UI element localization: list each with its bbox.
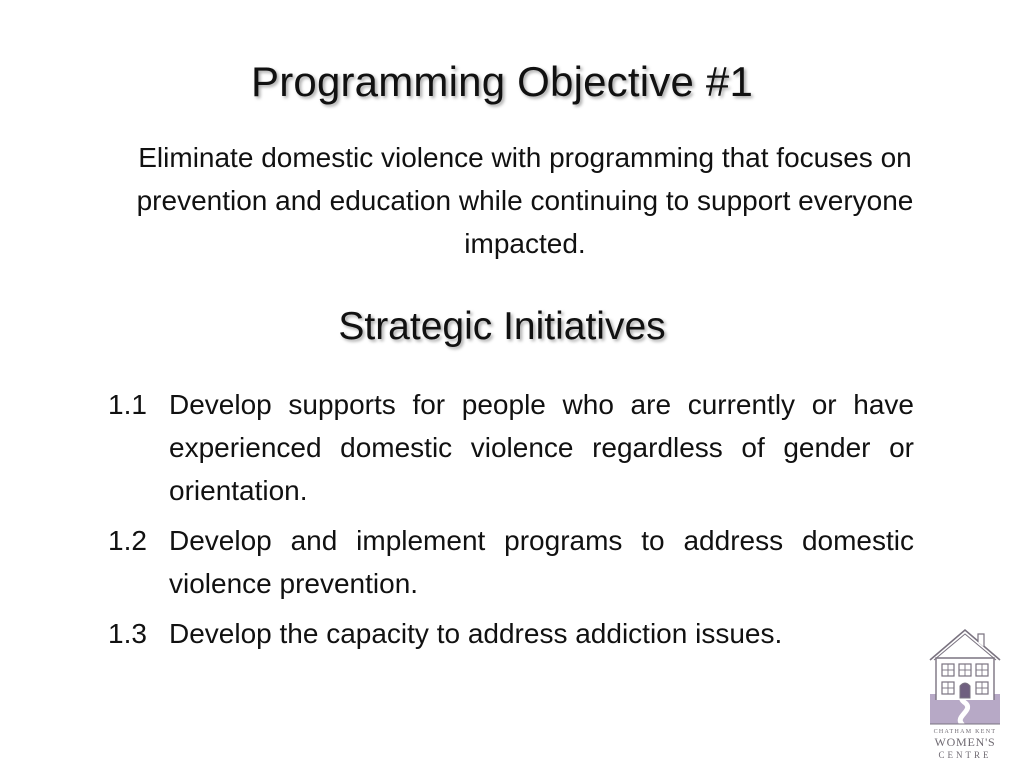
initiative-number: 1.2 xyxy=(108,525,147,556)
logo-text-womens: WOMEN'S xyxy=(934,735,996,749)
chatham-kent-womens-centre-logo xyxy=(924,624,1006,764)
slide-title: Programming Objective #1 xyxy=(250,58,753,105)
initiative-item xyxy=(108,612,914,655)
initiatives-list xyxy=(108,383,914,662)
section-heading: Strategic Initiatives xyxy=(338,305,666,348)
house-icon xyxy=(924,624,1006,728)
logo-text-centre: CENTRE xyxy=(938,750,992,760)
initiative-text: Develop and implement programs to address domestic violence prevention. xyxy=(169,525,914,599)
initiative-number: 1.3 xyxy=(108,618,147,649)
logo-text-chatham-kent: CHATHAM KENT xyxy=(933,729,997,735)
initiative-text: Develop supports for people who are currently or have experienced domestic violence regardless of gender or orientation. xyxy=(169,389,914,506)
objective-text: Eliminate domestic violence with programming that focuses on prevention and education while continuing to support everyone impacted. xyxy=(136,142,914,259)
initiative-item xyxy=(108,383,914,512)
initiative-number: 1.1 xyxy=(108,389,147,420)
initiative-text: Develop the capacity to address addiction issues. xyxy=(169,618,783,649)
initiative-item xyxy=(108,519,914,605)
